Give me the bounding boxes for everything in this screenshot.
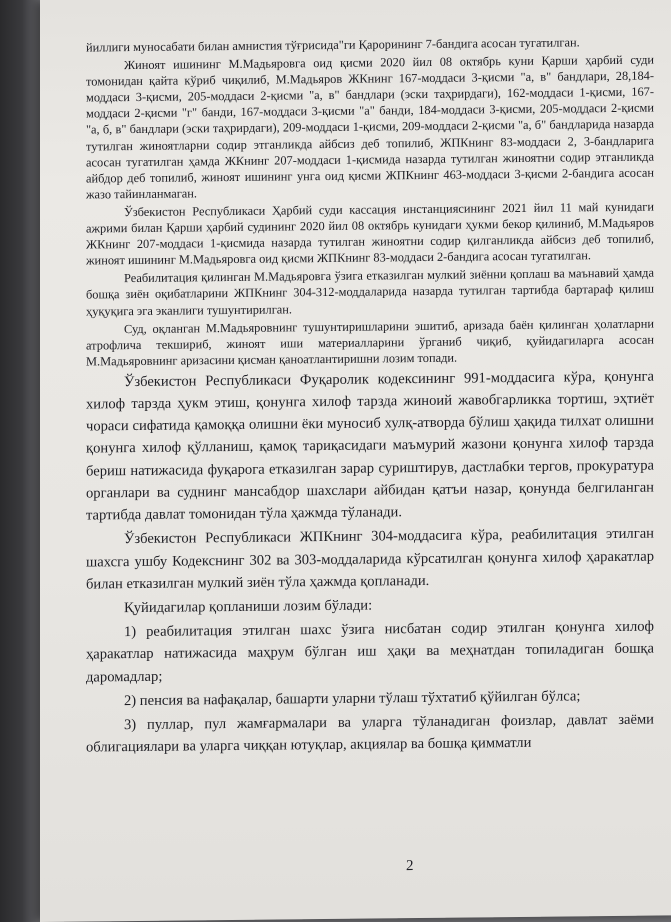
paragraph-cpc-304: Ўзбекистон Республикаси ЖПКнинг 304-моддасига кўра, реабилитация этилган шахсга ушбу Кодекснинг 302 ва 303-моддаларида кўрсатилган қонунга хилоф ҳаракатлар билан етказилган мулкий зиён тўла ҳажмда қопланади. xyxy=(86,525,654,593)
list-item-pensions: 2) пенсия ва нафақалар, башарти уларни тўлаш тўхтатиб қўйилган бўлса; xyxy=(124,688,581,709)
list-item-wages: 1) реабилитация этилган шахс ўзига нисбатан содир этилган қонунга хилоф ҳаракатлар натижасида маҳрум бўлган иш ҳақи ва меҳнатдан топиладиган бошқа даромадлар; xyxy=(86,618,654,686)
list-item-funds: 3) пуллар, пул жамғармалари ва уларга тўланадиган фоизлар, давлат заёми облигациялари ва уларга чиққан ютуқлар, акциялар ва бошқа қимматли xyxy=(86,711,654,756)
paragraph-civil-code-991: Ўзбекистон Республикаси Фуқаролик кодексининг 991-моддасига кўра, қонунга хилоф тарзда ҳукм этиш, қонунга хилоф тарзда жиноий жавобгарликка тортиш, эҳтиёт чораси сифатида қамоққа олишни ёки муносиб хулқ-атворда бўлиш ҳақида тилхат олишни қонунга хилоф қўлланиш, қамоқ тариқасидаги маъмурий жазони қонунга хилоф тарзда бериш натижасида фуқарога етказилган зарар суриштирув, дастлабки тергов, прокуратура органлари ва суднинг мансабдор шахслари айбидан қатъи назар, қонунда белгиланган тартибда давлат томонидан тўла ҳажмда тўланади. xyxy=(86,368,654,524)
document-body xyxy=(86,34,654,761)
paragraph-compensation-intro: Қуйидагилар қопланиши лозим бўлади: xyxy=(124,597,373,617)
page-number: 2 xyxy=(406,858,414,875)
paragraph-retrial-verdict: Жиноят ишининг М.Мадьяровга оид қисми 2020 йил 08 октябрь куни Қарши ҳарбий суди томонидан қайта кўриб чиқилиб, М.Мадьяров ЖКнинг 167-моддаси 3-қисми "а, в" бандлари, 28,184-моддаси 3-қисми, 205-моддаси 2-қисми "а, в" бандлари (эски таҳрирдаги), 162-моддаси 1-қисми, 167-моддаси 2-қисми "г" банди, 167-моддаси 3-қисми "а" банди, 184-моддаси 3-қисми, 205-моддаси 2-қисми "а, б, в" бандлари (эски таҳрирдаги), 209-моддаси 1-қисми, 209-моддаси 2-қисми "а, б" бандларида назарда тутилган жиноятларни содир этганликда айбсиз деб топилиб, ЖПКнинг 83-моддаси 2, 3-бандларига асосан тугатилган ҳамда ЖКнинг 207-моддаси 1-қисмида назарда тутилган жиноятни содир этганликда айбдор деб топилиб, жиноят ишининг унга оид қисми ЖПКнинг 463-моддаси 3-қисми 2-бандига асосан жазо тайинланмаган. xyxy=(86,52,654,202)
paragraph-amnesty-ending: йиллиги муносабати билан амнистия тўғрисида"ги Қарорининг 7-бандига асосан тугатилган. xyxy=(86,35,580,55)
paragraph-court-finding: Суд, оқланган М.Мадьяровнинг тушунтиришларини эшитиб, аризада баён қилинган ҳолатларни атрофлича текшириб, жиноят иши материалларини ўрганиб чиқиб, қуйидагиларга асосан М.Мадьяровнинг аризасини қисман қаноатлантиришни лозим топади. xyxy=(86,316,654,369)
paragraph-rehabilitation-rights: Реабилитация қилинган М.Мадьяровга ўзига етказилган мулкий зиённи қоплаш ва маънавий ҳамда бошқа зиён оқибатларини ЖПКнинг 304-312-моддаларида назарда тутилган тартибда бартараф қилиш ҳуқуқига эга эканлиги тушунтирилган. xyxy=(86,265,654,319)
paragraph-cassation-ruling: Ўзбекистон Республикаси Ҳарбий суди кассация инстанциясининг 2021 йил 11 май кунидаги ажрими билан Қарши ҳарбий судининг 2020 йил 08 октябрь кунидаги ҳукми бекор қилиниб, М.Мадьяров ЖКнинг 207-моддаси 1-қисмида назарда тутилган жиноятни содир қилганликда айбсиз деб топилиб, жиноят ишининг М.Мадьяровга оид қисми ЖПКнинг 83-моддаси 2-бандига асосан тугатилган. xyxy=(86,199,654,268)
document-page xyxy=(40,0,671,922)
